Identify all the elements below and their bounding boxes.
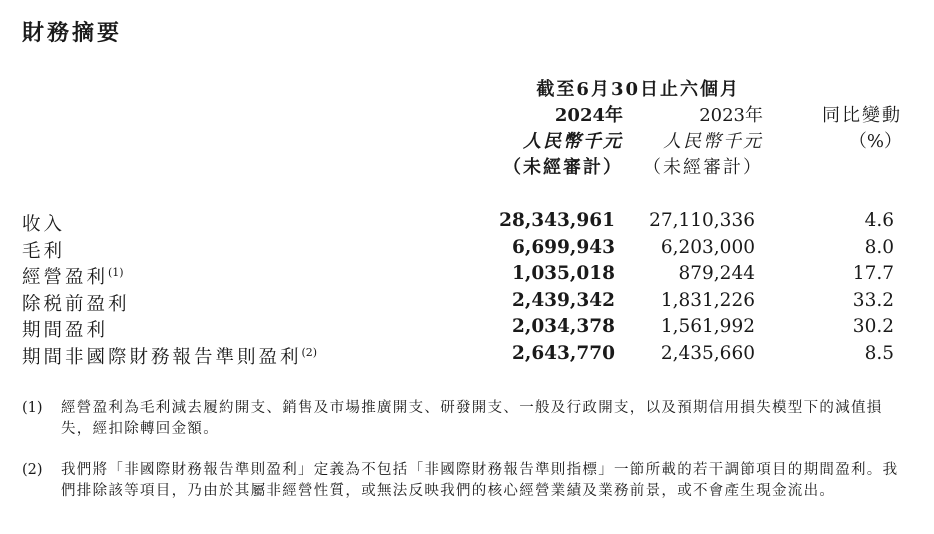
column-change-unit: （%） [848,131,902,152]
table-row [22,237,904,264]
row-label: 除税前盈利 [22,293,130,315]
value-2023: 6,203,000 [660,236,755,258]
column-2023-year: 2023年 [699,105,763,126]
value-2024: 2,439,342 [512,289,615,311]
row-label: 經營盈利$^{(1)}$ [22,266,124,288]
table-row [22,290,904,317]
column-2023-unit: 人民幣千元 [663,131,763,152]
value-2023: 1,561,992 [660,316,755,337]
column-2024-year: 2024年 [554,105,623,126]
footnote-1 [22,398,912,440]
table-row [22,343,904,370]
value-2024: 6,699,943 [512,236,615,258]
row-label: 期間盈利 [22,320,109,341]
row-label: 收入 [22,214,66,235]
value-change: 4.6 [864,210,894,231]
value-2023: 2,435,660 [660,342,755,364]
footnote-text: 我們將「非國際財務報告準則盈利」定義為不包括「非國際財務報告準則指標」一節所載的若干調節項目的期間盈利。我們排除該等項目，乃由於其屬非經營性質，或無法反映我們的核心經營業績及業務前景，或不會產生現金流出。 [61,462,899,499]
value-change: 33.2 [852,289,894,311]
column-change-label: 同比變動 [822,105,902,126]
row-label: 毛利 [22,240,66,262]
value-2024: 2,034,378 [512,316,615,337]
footnote-2 [22,460,912,502]
value-2023: 27,110,336 [649,210,755,231]
page-title: 財務摘要 [22,21,123,46]
footnote-number: (2) [22,462,43,478]
value-change: 8.5 [864,342,894,364]
value-2023: 1,831,226 [660,289,755,311]
value-2024: 2,643,770 [512,342,615,364]
period-header: 截至6月30日止六個月 [536,79,740,100]
value-2023: 879,244 [678,263,755,284]
value-2024: 28,343,961 [499,210,615,231]
table-row [22,316,904,343]
footnote-number: (1) [22,400,43,416]
value-2024: 1,035,018 [512,263,615,284]
value-change: 8.0 [864,236,894,258]
column-2024-unit: 人民幣千元 [523,131,623,152]
row-label: 期間非國際財務報告準則盈利$^{(2)}$ [22,345,318,368]
value-change: 17.7 [852,263,894,284]
table-row [22,210,904,237]
value-change: 30.2 [852,316,894,337]
financial-table [22,210,904,369]
column-2024-audit: （未經審計） [503,157,623,178]
column-2023-audit: （未經審計） [643,157,763,178]
footnote-text: 經營盈利為毛利減去履約開支、銷售及市場推廣開支、研發開支、一般及行政開支，以及預期信用損失模型下的減值損失，經扣除轉回金額。 [61,400,883,437]
table-row [22,263,904,290]
